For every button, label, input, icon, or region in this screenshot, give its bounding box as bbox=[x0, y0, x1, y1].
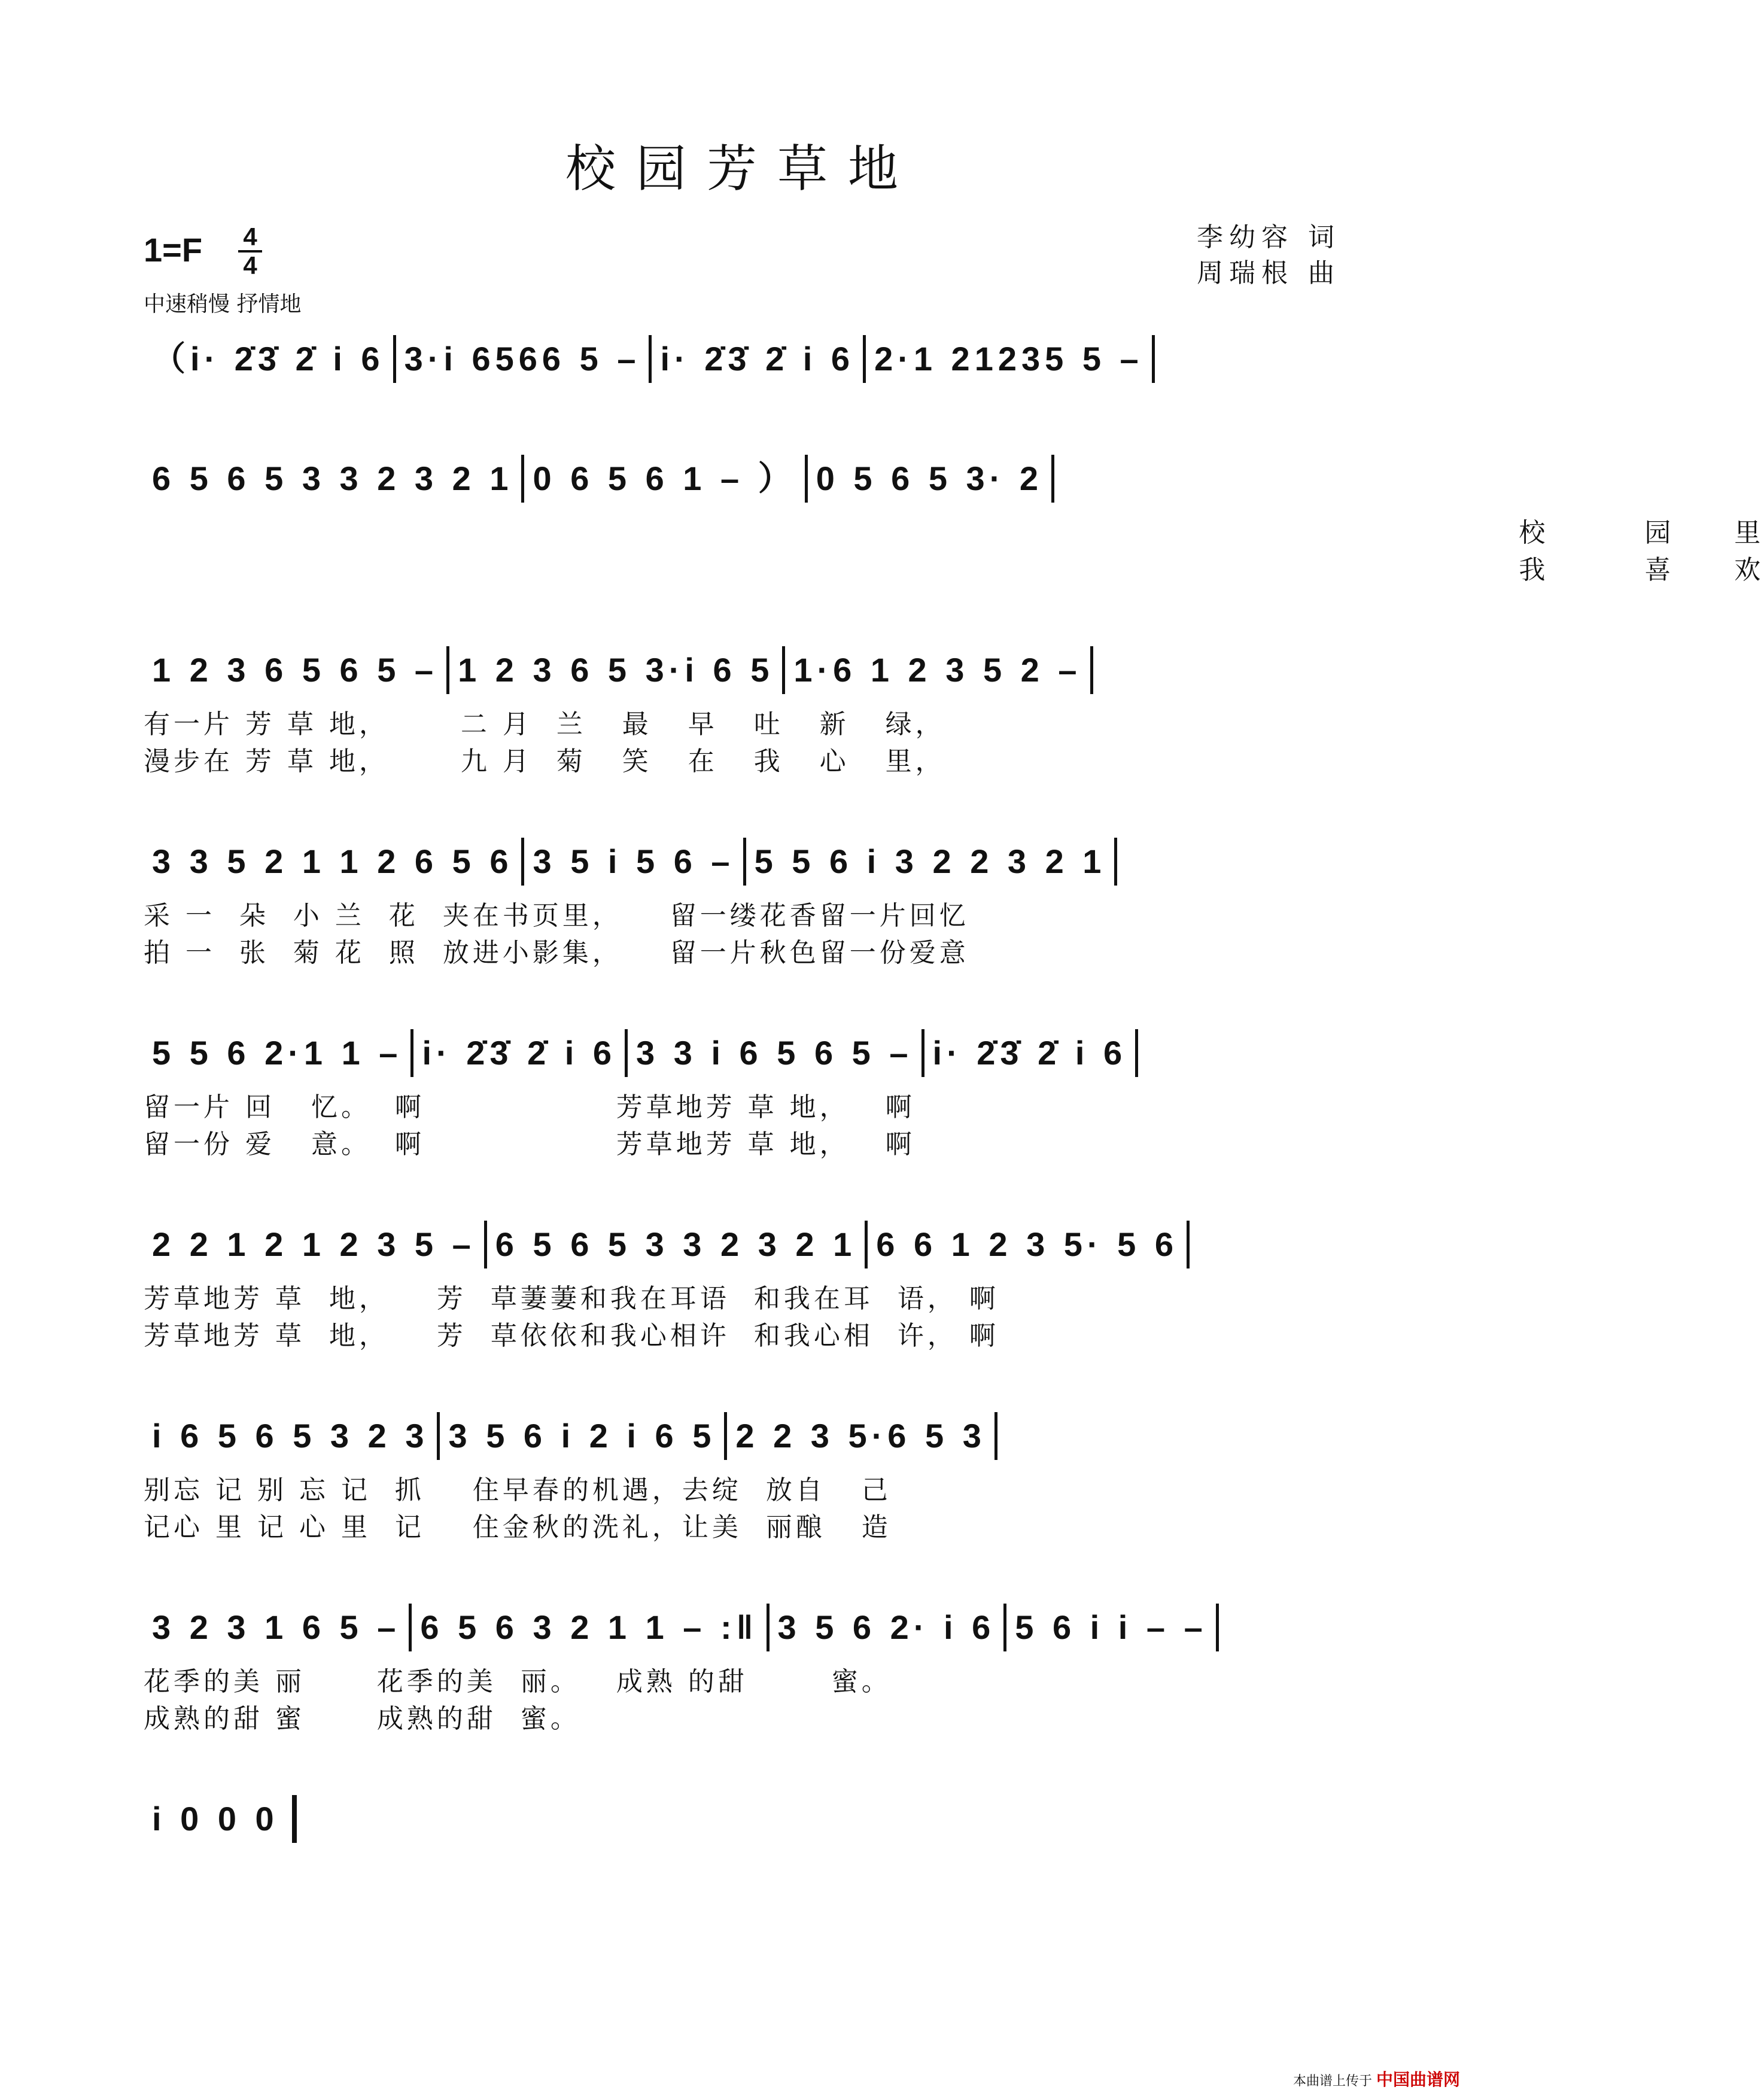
measure: 5 6 i i – – bbox=[1006, 1604, 1219, 1651]
lyric-line: 成熟的甜 蜜 成熟的甜 蜜。 bbox=[144, 1703, 580, 1734]
composer-credit: 周瑞根 曲 bbox=[1197, 258, 1340, 288]
key-signature: 1=F bbox=[144, 231, 203, 269]
measure: 2·1 21235 5 – bbox=[866, 335, 1155, 383]
lyric-line: 有一片 芳 草 地， 二 月 兰 最 早 吐 新 绿， bbox=[144, 709, 945, 740]
final-barline bbox=[292, 1795, 297, 1843]
score-row bbox=[144, 1795, 1346, 1855]
lyric-line: 我 喜 欢 bbox=[144, 555, 1764, 585]
lyric-line: 花季的美 丽 花季的美 丽。 成熟 的甜 蜜。 bbox=[144, 1666, 892, 1697]
measure: 3 5 6 i 2 i 6 5 bbox=[440, 1412, 727, 1460]
lyric-line: 采 一 朵 小 兰 花 夹在书页里， 留一缕花香留一片回忆 bbox=[144, 901, 969, 931]
lyric-line: 校 园 里 bbox=[144, 518, 1764, 548]
measure: 6 6 1 2 3 5· 5 6 bbox=[868, 1221, 1190, 1268]
lyric-line: 芳草地芳 草 地， 芳 草依依和我心相许 和我心相 许， 啊 bbox=[144, 1321, 999, 1351]
note-line bbox=[144, 1221, 1346, 1280]
measure: 3 3 5 2 1 1 2 6 5 6 bbox=[144, 838, 524, 886]
measure: 3 5 i 5 6 – bbox=[524, 838, 746, 886]
score-row bbox=[144, 646, 1346, 780]
measure: i· 2̇3̇ 2̇ i 6 bbox=[652, 335, 866, 383]
measure: 2 2 3 5·6 5 3 bbox=[727, 1412, 997, 1460]
lyric-line: 记心 里 记 心 里 记 住金秋的洗礼，让美 丽酿 造 bbox=[144, 1512, 892, 1543]
measure: 3 5 6 2· i 6 bbox=[770, 1604, 1007, 1651]
score-row bbox=[144, 1221, 1346, 1355]
time-sig-top: 4 bbox=[243, 223, 257, 251]
measure: 1·6 1 2 3 5 2 – bbox=[785, 646, 1093, 694]
measure: 5 5 6 2·1 1 – bbox=[144, 1029, 413, 1077]
measure: 0 5 6 5 3· 2 bbox=[808, 455, 1054, 503]
measure: 5 5 6 i 3 2 2 3 2 1 bbox=[746, 838, 1118, 886]
note-line bbox=[144, 1029, 1346, 1089]
measure: 3·i 6566 5 – bbox=[396, 335, 652, 383]
lyric-line: 芳草地芳 草 地， 芳 草萋萋和我在耳语 和我在耳 语， 啊 bbox=[144, 1283, 999, 1314]
lyric-line: 漫步在 芳 草 地， 九 月 菊 笑 在 我 心 里， bbox=[144, 746, 945, 777]
footer-brand: 中国曲谱网 bbox=[1376, 2070, 1460, 2089]
measure: 2 2 1 2 1 2 3 5 – bbox=[144, 1221, 487, 1268]
note-line bbox=[144, 1604, 1346, 1663]
score-row bbox=[144, 1412, 1346, 1546]
lyric-line: 留一片 回 忆。 啊 芳草地芳 草 地， 啊 bbox=[144, 1092, 916, 1122]
footer-prefix: 本曲谱上传于 bbox=[1292, 2074, 1372, 2089]
measure: 6 5 6 5 3 3 2 3 2 1 bbox=[487, 1221, 868, 1268]
note-line bbox=[144, 1795, 1346, 1855]
lyric-line: 别忘 记 别 忘 记 抓 住早春的机遇，去绽 放自 己 bbox=[144, 1475, 892, 1505]
note-line bbox=[144, 838, 1346, 898]
lyric-line: 拍 一 张 菊 花 照 放进小影集， 留一片秋色留一份爱意 bbox=[144, 938, 969, 968]
measure: 1 2 3 6 5 6 5 – bbox=[144, 646, 449, 694]
measure: i· 2̇3̇ 2̇ i 6 bbox=[413, 1029, 628, 1077]
measure: 3 2 3 1 6 5 – bbox=[144, 1604, 412, 1651]
score-row bbox=[144, 455, 1764, 589]
score-row bbox=[144, 335, 1346, 395]
measure: 6 5 6 3 2 1 1 – :‖ bbox=[412, 1604, 769, 1651]
note-line bbox=[144, 646, 1346, 706]
footer-watermark bbox=[1293, 2067, 1460, 2091]
measure: 0 6 5 6 1 – ） bbox=[524, 455, 807, 503]
note-line bbox=[144, 455, 1346, 515]
lyricist-credit: 李幼容 词 bbox=[1197, 222, 1340, 253]
measure: 3 3 i 6 5 6 5 – bbox=[628, 1029, 924, 1077]
note-line bbox=[144, 1412, 1346, 1472]
measure: 1 2 3 6 5 3·i 6 5 bbox=[449, 646, 785, 694]
measure: i 6 5 6 5 3 2 3 bbox=[144, 1412, 440, 1460]
measure: i· 2̇3̇ 2̇ i 6 bbox=[924, 1029, 1139, 1077]
time-signature bbox=[238, 225, 262, 278]
note-line bbox=[144, 335, 1346, 395]
measure: i 0 0 0 bbox=[152, 1800, 279, 1838]
score-row bbox=[144, 1029, 1346, 1163]
tempo-marking: 中速稍慢 抒情地 bbox=[144, 292, 302, 317]
score-row bbox=[144, 838, 1346, 972]
score-row bbox=[144, 1604, 1346, 1738]
lyric-line: 留一份 爱 意。 啊 芳草地芳 草 地， 啊 bbox=[144, 1129, 916, 1160]
measure: （i· 2̇3̇ 2̇ i 6 bbox=[144, 335, 396, 383]
time-sig-bottom: 4 bbox=[243, 251, 257, 279]
score-title: 校园芳草地 bbox=[565, 139, 919, 198]
measure: 6 5 6 5 3 3 2 3 2 1 bbox=[144, 455, 524, 503]
